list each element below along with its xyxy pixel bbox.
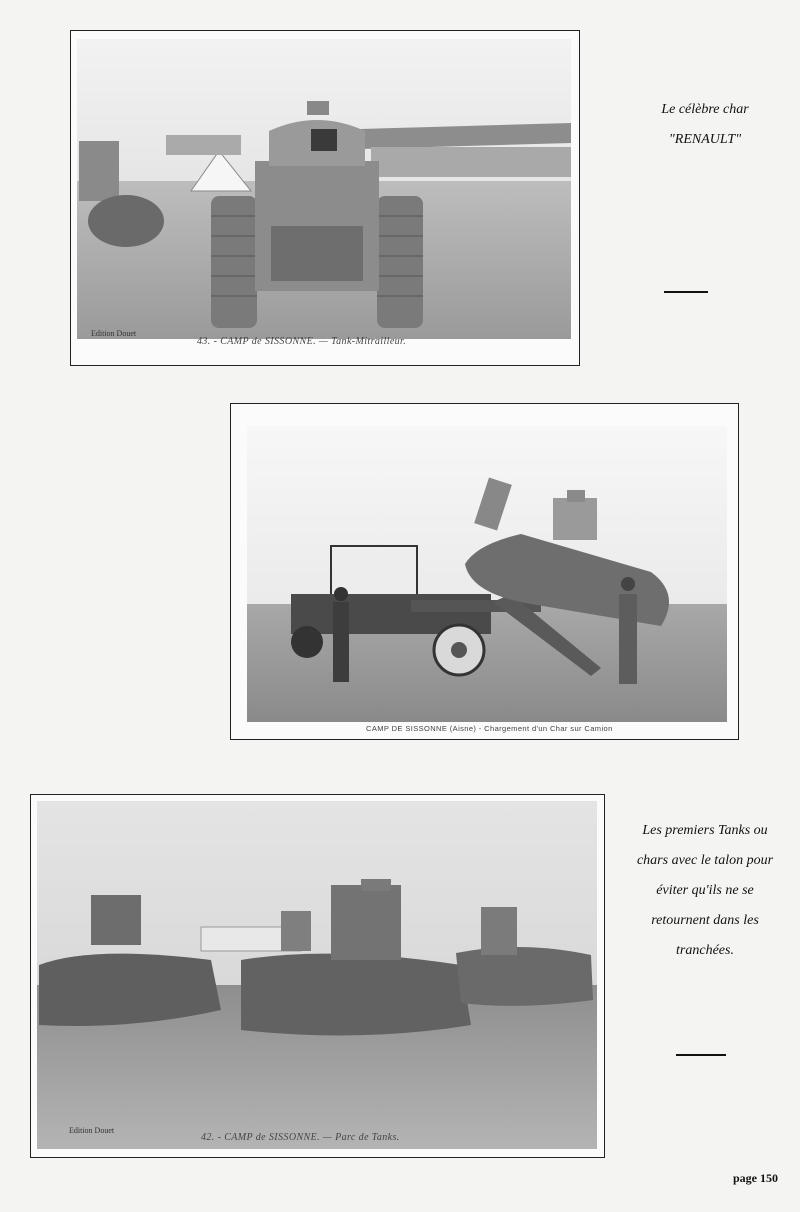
note-line: Le célèbre char — [661, 102, 749, 117]
photo-edition-label: Edition Douet — [91, 329, 137, 338]
divider-rule — [676, 1054, 726, 1056]
note-renault — [600, 95, 800, 155]
photo-caption: CAMP DE SISSONNE (Aisne) - Chargement d'un Char sur Camion — [366, 724, 613, 733]
photo-loading-tank — [230, 403, 739, 740]
note-line: tranchées. — [676, 943, 734, 958]
note-line: retournent dans les — [651, 913, 759, 928]
note-tanks — [600, 816, 800, 966]
photo-renault-tank — [70, 30, 580, 366]
tank-park-image — [31, 795, 603, 1156]
divider-rule — [664, 291, 708, 293]
note-line: "RENAULT" — [668, 132, 742, 147]
photo-caption: 42. - CAMP de SISSONNE. — Parc de Tanks. — [201, 1132, 400, 1143]
note-line: Les premiers Tanks ou — [642, 823, 768, 838]
loading-tank-image — [231, 404, 737, 738]
page-number: page 150 — [733, 1171, 778, 1185]
photo-caption: 43. - CAMP de SISSONNE. — Tank-Mitrailleur. — [197, 336, 407, 347]
note-line: éviter qu'ils ne se — [656, 883, 754, 898]
renault-tank-image — [71, 31, 578, 364]
photo-edition-label: Edition Douet — [69, 1126, 115, 1135]
photo-tank-park — [30, 794, 605, 1158]
note-line: chars avec le talon pour — [636, 853, 774, 868]
